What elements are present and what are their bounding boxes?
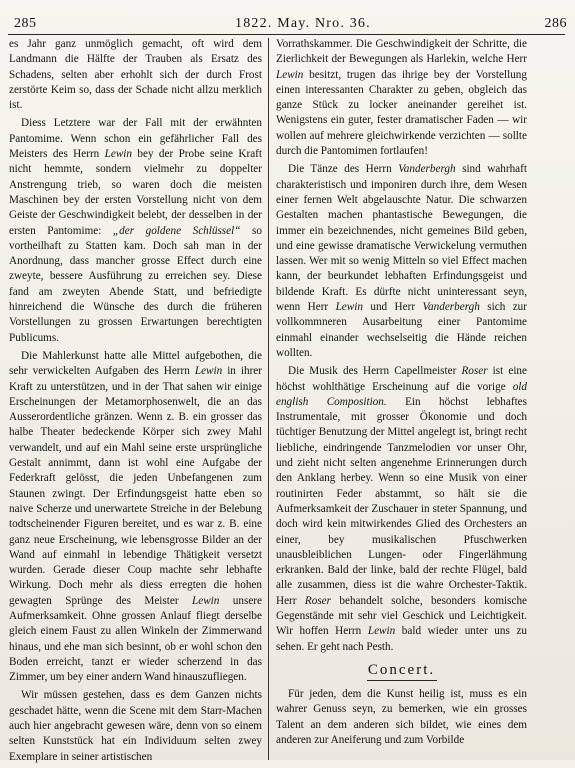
paragraph bbox=[9, 688, 262, 764]
text-run: ist eine höchst wohlthätige Erscheinung auf die vorige bbox=[276, 365, 527, 393]
italic-text: Roser bbox=[461, 365, 488, 378]
italic-text: Vanderbergh bbox=[422, 301, 480, 314]
paragraph bbox=[276, 364, 527, 655]
italic-text: Vanderbergh bbox=[398, 163, 456, 176]
italic-text: Lewin bbox=[192, 594, 220, 607]
text-run: Die Musik des Herrn Capellmeister bbox=[288, 365, 462, 378]
text-run: Ein höchst lebhaftes Instrumentale, mit grosser Ökonomie und doch tüchtiger Benutzung der Mittel angelegt ist, bringt recht liebliche, eindringende Tanzmelodien vor unser Ohr, und zieht nicht selten angenehme Erinnerungen durch den Anklang herbey. Wenn so eine Musik von einer routinirten Feder abstammt, so hält sie die Aufmerksamkeit der Zuschauer in steter Spannung, und doch wird kein mitwirkendes Glied des Orchesters an einer, bey musikalischen Pfuschwerken unausbleiblichen Lungen- oder Fingerlähmung erkranken. Bald der linke, bald der rechte Flügel, bald alle zusammen, diess ist die wahre Orchester-Taktik. Herr bbox=[276, 395, 527, 607]
left-text-column bbox=[9, 37, 262, 768]
paragraph bbox=[9, 116, 262, 345]
text-run: Diess Letztere war der Fall mit der erwähnten Pantomime. Wenn schon ein gefährlicher Fall des Meisters des Herrn bbox=[9, 117, 262, 161]
text-run: unsere Aufmerksamkeit. Ohne grossen Anlauf fliegt derselbe gleich einem Faust zu allen Winkeln der Zimmerwand hinaus, und ehe man sich besinnt, ob er wohl schon den Boden erreicht, tanzt er wieder scherzend in das Zimmer, um bey einer andern Wand hinauszufliegen. bbox=[9, 594, 262, 684]
text-run: sind wahrhaft charakteristisch und imponiren durch ihre, dem Wesen einer fernen Welt abgelauschte Natur. Die schwarzen Gestalten machen phantastische Bewegungen, die immer ein bezeichnendes, nicht gemeines Bild geben, und eine gewisse dramatische Verwickelung vermuthen lassen. Wer mit so wenig Mitteln so viel Effect machen kann, der beurkundet lebhaften Erfindungsgeist und bildende Kraft. Es dürfte nicht uninteressant seyn, wenn Herr bbox=[276, 163, 527, 314]
italic-text: old english Composition. bbox=[276, 380, 527, 408]
text-run: Wir müssen gestehen, dass es dem Ganzen nichts geschadet hätte, wenn die Scene mit dem Starr-Machen auch hier angebracht gewesen wäre, denn von so einem selten Kunststück hat ein Individuum selten zwey Exemplare in seiner artistischen bbox=[9, 689, 262, 763]
italic-text: „der goldene Schlüssel“ bbox=[112, 224, 241, 237]
italic-text: Lewin bbox=[104, 148, 133, 161]
italic-text: Lewin bbox=[194, 365, 223, 378]
paragraph bbox=[9, 349, 262, 686]
section-rule bbox=[367, 680, 437, 681]
italic-text: Lewin bbox=[276, 68, 304, 81]
paragraph bbox=[276, 162, 527, 361]
text-run: besitzt, trugen das ihrige bey der Vorstellung einen interessanten Charakter zu geben, obgleich das ganze Stück zu locker aneinander gereihet ist. Wenigstens ein guter, fester dramatischer Faden — wir wollen auf mehrere gleichwirkende verzichten — sollte durch die Pantomimen fortlaufen! bbox=[276, 68, 527, 158]
italic-text: Lewin bbox=[335, 301, 363, 314]
page-header bbox=[10, 15, 567, 33]
section-heading bbox=[276, 663, 527, 678]
paragraph bbox=[276, 687, 527, 748]
column-divider bbox=[268, 38, 269, 760]
text-run: in ihrer Kraft zu unterstützen, und in der That sahen wir einige Erscheinungen der Metamorphosenwelt, die an das Ausserordentliche gränzen. Wenn z. B. ein grosser das halbe Theater bedeckende Körper sich zwey Mahl verwandelt, und auf ein Mahl seine erste ursprüngliche Gestalt annimmt, dann ist wohl eine Aufgabe der Federkraft gelösst, die jeden Unbefangenen zum Staunen zwingt. Der Erfindungsgeist hatte eben so naive Scherze und unerwartete Streiche in der Belebung todtscheinender Figuren bereitet, und es war z. B. eine ganz neue Erscheinung, wie lebensgrosse Bilder an der Wand auf einmahl in lebendige Thätigkeit versetzt wurden. Gerade dieser Coup machte sehr lebhafte Wirkung. Doch mehr als diess erregten die hohen gewagten Sprünge des Meister bbox=[9, 365, 262, 607]
text-run: Die Tänze des Herrn bbox=[288, 163, 399, 176]
right-text-column bbox=[276, 37, 527, 751]
text-run: sich zur vollkommneren Ausarbeitung einer Pantomime einmahl einander wechselseitig die Hände reichen wollten. bbox=[276, 301, 528, 359]
page-number-left: 285 bbox=[14, 16, 37, 31]
text-run: bey der Probe seine Kraft nicht hemmte, sondern vielmehr zu doppelter Anstrengung trieb, so waren doch die meisten Maschinen bey der ersten Vorstellung nicht von dem Geiste der Geschwindigkeit belebt, der desselben in der ersten Pantomime: bbox=[9, 148, 263, 237]
text-run: und Herr bbox=[362, 301, 423, 314]
text-run: behandelt solche, besonders komische Gegenstände mit sehr viel Geschick und Leichtigkeit. Wir hoffen Herrn bbox=[276, 594, 528, 638]
text-run: Die Mahlerkunst hatte alle Mittel aufgebothen, die sehr verwickelten Aufgaben des Herrn bbox=[9, 349, 262, 378]
continued-paragraph bbox=[276, 37, 527, 159]
text-run: bald wieder unter uns zu sehen. Er geht nach Pesth. bbox=[276, 625, 527, 653]
italic-text: Roser bbox=[304, 594, 331, 607]
text-run: Für jeden, dem die Kunst heilig ist, muss es ein wahrer Genuss seyn, zu bemerken, wie ein grosses Talent an dem anderen sich bildet, wie eines dem anderen zur Aneiferung und zum Vorbilde bbox=[276, 688, 527, 747]
text-run: es Jahr ganz unmöglich gemacht, oft wird dem Landmann die Hälfte der Trauben als Ersatz des Schadens, selten aber erhohlt sich der durch Frost zerstörte Keim so, dass der Schade nicht allzu merklich ist. bbox=[9, 38, 262, 112]
header-rule bbox=[8, 34, 565, 35]
text-run: so vortheilhaft zu Statten kam. Doch sah man in der Anordnung, dass mancher grosse Effect durch eine zweyte, bessere Ausführung zu erreichen sey. Diese fand am zweyten Abende Statt, und befriedigte hinreichend die Wünsche des durch die früheren Vorstellungen zu grossen Erwartungen berechtigten Publicums. bbox=[9, 224, 262, 344]
italic-text: Lewin bbox=[367, 625, 396, 638]
running-title: 1822. May. Nro. 36. bbox=[235, 16, 371, 31]
page-number-right: 286 bbox=[544, 16, 567, 31]
heading-text: Concert. bbox=[367, 661, 436, 678]
continued-paragraph bbox=[9, 37, 262, 113]
text-run: Vorrathskammer. Die Geschwindigkeit der Schritte, die Zierlichkeit der Bewegungen als Harlekin, welche Herr bbox=[276, 38, 527, 66]
